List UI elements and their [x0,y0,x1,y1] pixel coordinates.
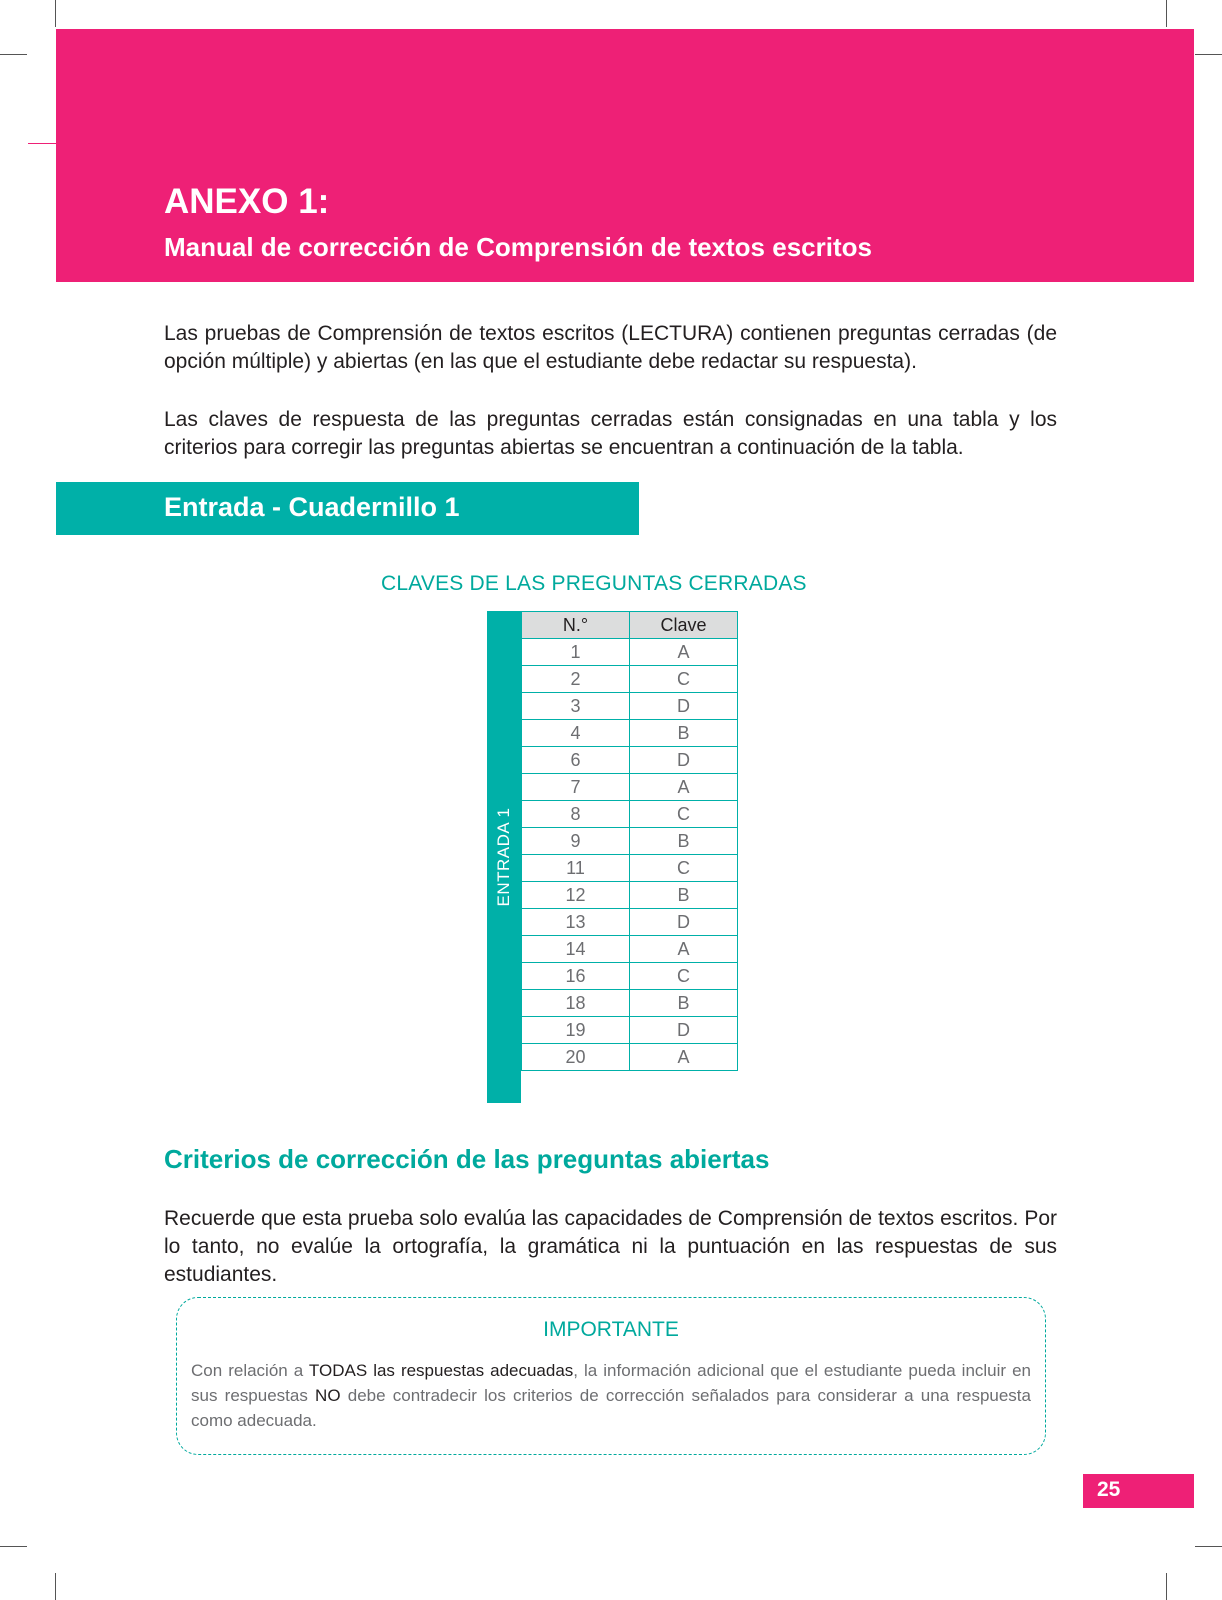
important-text-part: , la información adicional que el estudiante pueda incluir en sus respuestas [191,1361,1031,1405]
page-title: ANEXO 1: [164,182,330,221]
crop-mark [28,143,56,144]
section-title: Entrada - Cuadernillo 1 [164,492,460,522]
table-row [522,747,738,774]
question-number-cell: 1 [522,639,630,666]
answer-key-table [521,611,738,1071]
answer-key-cell: A [630,774,738,801]
important-emphasis: NO [315,1386,341,1405]
table-row [522,774,738,801]
answer-key-cell: C [630,855,738,882]
table-side-label: ENTRADA 1 [494,807,513,907]
answer-key-cell: C [630,963,738,990]
crop-mark [0,54,27,55]
table-row [522,963,738,990]
question-number-cell: 6 [522,747,630,774]
criteria-paragraph: Recuerde que esta prueba solo evalúa las capacidades de Comprensión de textos escritos. Por lo tanto, no evalúe la ortografía, la gramática ni la puntuación en las respuestas de sus estudiantes. [164,1207,1057,1286]
answer-key-cell: A [630,639,738,666]
question-number-cell: 7 [522,774,630,801]
answer-key-cell: D [630,1017,738,1044]
crop-mark [1166,1573,1167,1600]
intro-paragraph-2: Las claves de respuesta de las preguntas cerradas están consignadas en una tabla y los criterios para corregir las preguntas abiertas se encuentran a continuación de la tabla. [164,408,1057,459]
answer-key-cell: D [630,747,738,774]
important-text-part: Con relación a [191,1361,309,1380]
crop-mark [1195,54,1222,55]
answer-key-cell: C [630,666,738,693]
answer-key-cell: B [630,882,738,909]
answer-key-cell: B [630,720,738,747]
question-number-cell: 2 [522,666,630,693]
question-number-cell: 19 [522,1017,630,1044]
table-row [522,990,738,1017]
table-side-band [487,611,521,1103]
criteria-heading: Criterios de corrección de las preguntas abiertas [164,1144,770,1174]
answer-key-cell: B [630,990,738,1017]
question-number-cell: 3 [522,693,630,720]
table-title: CLAVES DE LAS PREGUNTAS CERRADAS [381,572,807,595]
table-row [522,855,738,882]
important-emphasis: TODAS las respuestas adecuadas [308,1361,574,1380]
answer-key-cell: D [630,693,738,720]
important-text-part: debe contradecir los criterios de corrección señalados para considerar a una respuesta como adecuada. [191,1386,1031,1430]
question-number-cell: 13 [522,909,630,936]
important-text [191,1358,1031,1433]
page-number: 25 [1097,1478,1121,1501]
important-box [176,1297,1046,1455]
question-number-cell: 18 [522,990,630,1017]
question-number-cell: 4 [522,720,630,747]
answer-key-cell: A [630,936,738,963]
section-bar [56,482,639,535]
crop-mark [1195,1546,1222,1547]
crop-mark [55,1573,56,1600]
important-title: IMPORTANTE [543,1318,679,1341]
question-number-cell: 11 [522,855,630,882]
answer-key-cell: A [630,1044,738,1071]
answer-key-cell: D [630,909,738,936]
question-number-cell: 14 [522,936,630,963]
header-number: N.° [522,612,630,639]
crop-mark [1166,0,1167,27]
intro-paragraph-1: Las pruebas de Comprensión de textos escritos (LECTURA) contienen preguntas cerradas (de opción múltiple) y abiertas (en las que el estudiante debe redactar su respuesta). [164,322,1057,373]
page-subtitle: Manual de corrección de Comprensión de textos escritos [164,232,872,262]
table-row [522,909,738,936]
table-row [522,936,738,963]
table-row [522,720,738,747]
table-header-row [522,612,738,639]
table-row [522,666,738,693]
table-row [522,1017,738,1044]
table-row [522,828,738,855]
table-body [522,639,738,1071]
question-number-cell: 12 [522,882,630,909]
header-key: Clave [630,612,738,639]
table-row [522,1044,738,1071]
table-row [522,801,738,828]
question-number-cell: 16 [522,963,630,990]
question-number-cell: 20 [522,1044,630,1071]
question-number-cell: 8 [522,801,630,828]
answer-key-cell: C [630,801,738,828]
table-row [522,693,738,720]
question-number-cell: 9 [522,828,630,855]
table-row [522,882,738,909]
page-number-badge [1083,1474,1194,1508]
crop-mark [55,0,56,27]
answer-key-cell: B [630,828,738,855]
table-row [522,639,738,666]
crop-mark [0,1546,27,1547]
